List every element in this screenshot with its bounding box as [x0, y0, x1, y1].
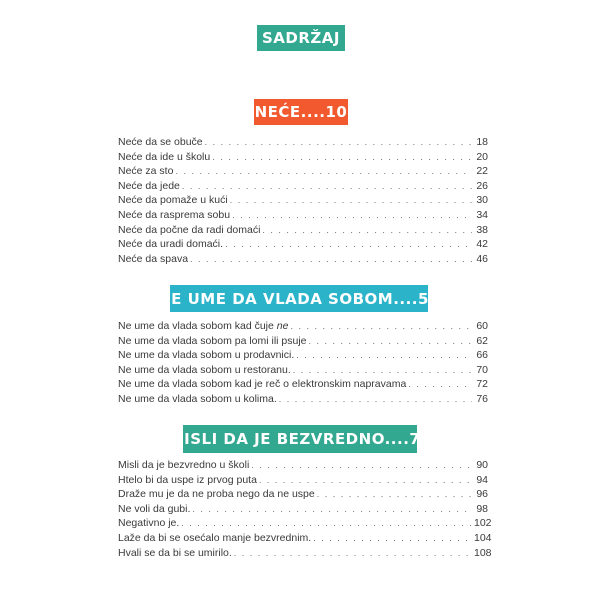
toc-entry-text: Neće da pomaže u kući	[118, 194, 228, 207]
toc-entry-text: Hvali se da bi se umirilo.	[118, 546, 232, 559]
toc-entry-page: 62	[476, 334, 488, 347]
toc-entry-text: Neće da ide u školu	[118, 150, 211, 163]
section-heading-nece: NEĆE....10	[254, 99, 348, 125]
toc-entry[interactable]	[118, 392, 488, 407]
toc-entry[interactable]	[118, 377, 488, 392]
toc-entry-text: Ne ume da vlada sobom kad je reč o elektronskim napravama	[118, 378, 407, 391]
toc-entry-page: 66	[476, 349, 488, 362]
dot-leader	[293, 363, 472, 378]
dot-leader	[232, 208, 472, 223]
toc-entry[interactable]	[118, 502, 488, 517]
toc-entry-page: 22	[476, 165, 488, 178]
toc-entry-text: Htelo bi da uspe iz prvog puta	[118, 473, 257, 486]
toc-entry-page: 108	[474, 546, 492, 559]
toc-entry-text: Neće da uradi domaći.	[118, 238, 224, 251]
dot-leader	[317, 487, 472, 502]
dot-leader	[259, 473, 472, 488]
toc-entry-text: Draže mu je da ne proba nego da ne uspe	[118, 488, 315, 501]
dot-leader	[309, 334, 472, 349]
toc-entry-text: Negativno je.	[118, 517, 180, 530]
toc-entry-text: Neće da počne da radi domaći	[118, 223, 261, 236]
toc-entry-page: 98	[476, 502, 488, 515]
dot-leader	[225, 237, 472, 252]
dot-leader	[182, 179, 472, 194]
dot-leader	[181, 516, 472, 531]
toc-entry-page: 18	[476, 136, 488, 148]
toc-entry-page: 102	[474, 517, 492, 530]
dot-leader	[251, 458, 472, 473]
toc-entry-text: Neće da raspremа sobu	[118, 208, 231, 221]
dot-leader	[313, 531, 472, 546]
toc-entry[interactable]	[118, 546, 492, 561]
dot-leader	[296, 348, 472, 363]
toc-entry[interactable]	[118, 487, 488, 502]
toc-entry[interactable]	[118, 473, 488, 488]
emphasis-text: ne	[276, 320, 289, 332]
toc-entry-text: Neće da se obuče	[118, 136, 203, 148]
section-heading-ne-ume-da-vlada-sobom: NE UME DA VLADA SOBOM....50	[170, 285, 428, 312]
toc-entry[interactable]	[118, 334, 488, 349]
dot-leader	[212, 150, 472, 165]
dot-leader	[262, 223, 472, 238]
toc-entry[interactable]	[118, 363, 488, 378]
toc-list-misli-da-je-bezvredno	[118, 458, 492, 560]
toc-entry-page: 76	[476, 392, 488, 405]
toc-entry[interactable]	[118, 252, 488, 267]
toc-entry-page: 38	[476, 223, 488, 236]
dot-leader	[290, 319, 472, 334]
toc-entry-page: 104	[474, 531, 492, 544]
toc-entry[interactable]	[118, 516, 492, 531]
page-title: SADRŽAJ	[257, 25, 345, 51]
toc-entry-text: Neće da spava	[118, 252, 189, 265]
dot-leader	[205, 135, 472, 150]
toc-entry-page: 60	[476, 320, 488, 332]
toc-entry[interactable]	[118, 164, 488, 179]
dot-leader	[279, 392, 472, 407]
toc-entry[interactable]	[118, 150, 488, 165]
toc-entry-text: Laže da bi se osećalo manje bezvrednim.	[118, 531, 312, 544]
toc-entry[interactable]	[118, 223, 488, 238]
toc-entry-page: 72	[476, 378, 488, 391]
toc-entry-text: Ne voli da gubi.	[118, 502, 191, 515]
toc-entry-text: Ne ume da vlada sobom pa lomi ili psuje	[118, 334, 307, 347]
dot-leader	[408, 377, 472, 392]
toc-entry-page: 30	[476, 194, 488, 207]
toc-entry[interactable]	[118, 208, 488, 223]
toc-entry-text: Ne ume da vlada sobom u prodavnici.	[118, 349, 295, 362]
toc-entry[interactable]	[118, 319, 488, 334]
toc-entry[interactable]	[118, 531, 492, 546]
dot-leader	[230, 193, 472, 208]
toc-entry-text: Misli da je bezvredno u školi	[118, 459, 250, 471]
toc-entry-page: 42	[476, 238, 488, 251]
toc-entry-page: 46	[476, 252, 488, 265]
toc-entry-text: Neće da jede	[118, 179, 180, 192]
toc-entry[interactable]	[118, 135, 488, 150]
toc-entry-page: 20	[476, 150, 488, 163]
section-heading-misli-da-je-bezvredno: MISLI DA JE BEZVREDNO....78	[183, 425, 417, 453]
toc-entry-page: 90	[476, 459, 488, 471]
toc-list-ne-ume-da-vlada-sobom	[118, 319, 488, 407]
toc-entry-text: Ne ume da vlada sobom u restoranu.	[118, 363, 291, 376]
toc-entry[interactable]	[118, 348, 488, 363]
toc-entry-text: Neće za sto	[118, 165, 174, 178]
toc-entry-page: 26	[476, 179, 488, 192]
toc-entry-page: 94	[476, 473, 488, 486]
toc-entry-text: Ne ume da vlada sobom u kolima.	[118, 392, 277, 405]
toc-entry-page: 70	[476, 363, 488, 376]
toc-entry[interactable]	[118, 193, 488, 208]
toc-entry[interactable]	[118, 458, 488, 473]
toc-entry-page: 34	[476, 208, 488, 221]
dot-leader	[234, 546, 472, 561]
toc-entry[interactable]	[118, 179, 488, 194]
toc-entry[interactable]	[118, 237, 488, 252]
toc-entry-text: Ne ume da vlada sobom kad čuje ne	[118, 320, 289, 332]
toc-entry-page: 96	[476, 488, 488, 501]
toc-list-nece	[118, 135, 488, 266]
dot-leader	[192, 502, 472, 517]
dot-leader	[175, 164, 472, 179]
dot-leader	[190, 252, 472, 267]
